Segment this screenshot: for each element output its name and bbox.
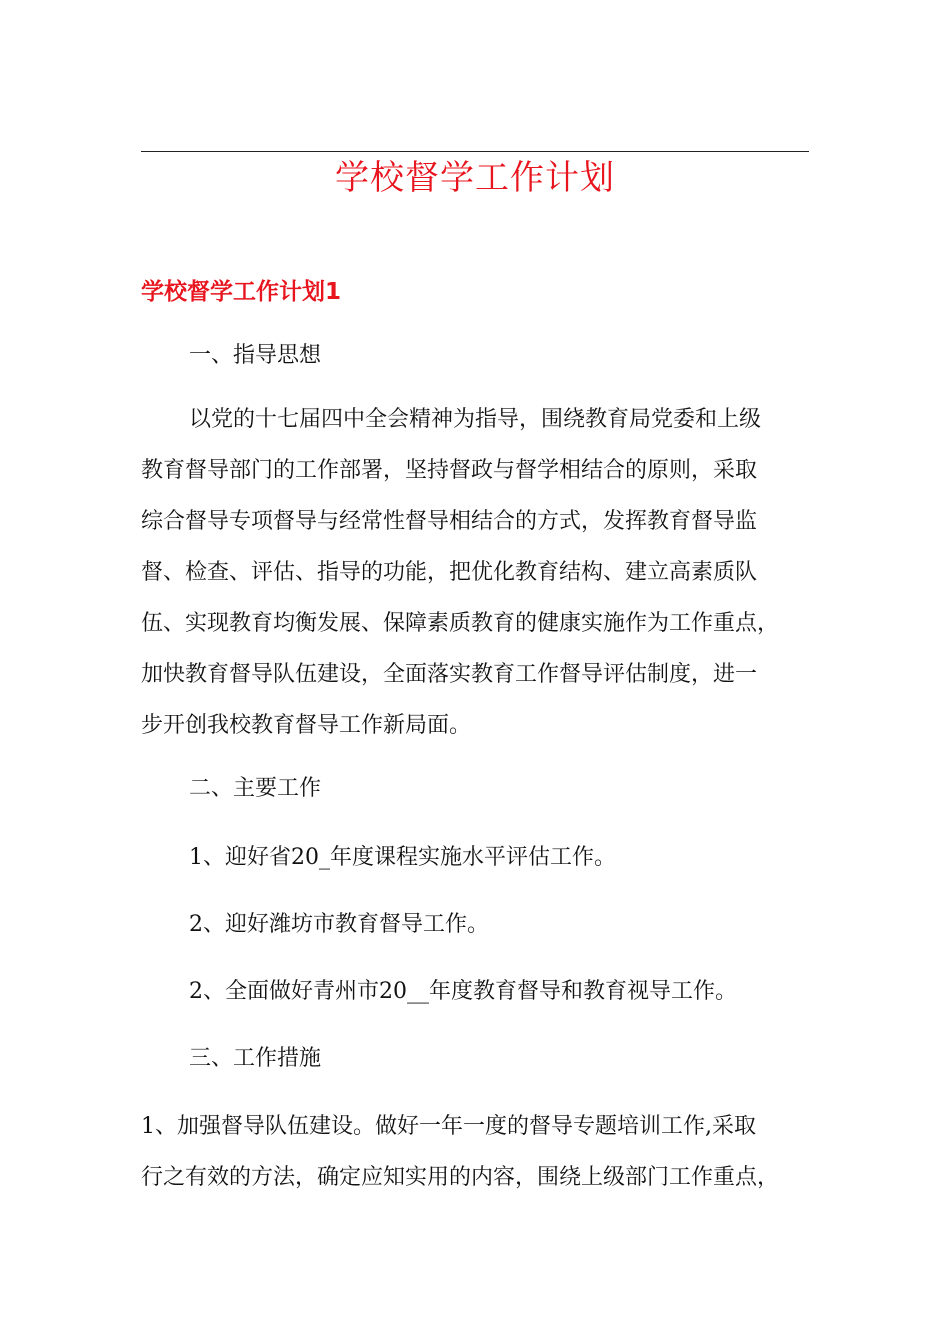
paragraph-line: 1、加强督导队伍建设。做好一年一度的督导专题培训工作,采取 — [141, 1114, 756, 1139]
paragraph-line: 教育督导部门的工作部署，坚持督政与督学相结合的原则，采取 — [141, 458, 758, 483]
section-heading: 学校督学工作计划1 — [141, 279, 342, 305]
paragraph-line: 步开创我校教育督导工作新局面。 — [141, 713, 472, 738]
paragraph-line: 综合督导专项督导与经常性督导相结合的方式，发挥教育督导监 — [141, 509, 758, 534]
subheading-work-measures: 三、工作措施 — [189, 1046, 322, 1071]
subheading-main-work: 二、主要工作 — [189, 776, 322, 801]
list-item: 2、迎好潍坊市教育督导工作。 — [189, 912, 489, 937]
paragraph-line: 伍、实现教育均衡发展、保障素质教育的健康实施作为工作重点， — [141, 611, 780, 636]
list-item: 2、全面做好青州市20__年度教育督导和教育视导工作。 — [189, 979, 737, 1004]
header-rule — [141, 151, 809, 152]
paragraph-line: 督、检查、评估、指导的功能，把优化教育结构、建立高素质队 — [141, 560, 758, 585]
paragraph-line: 加快教育督导队伍建设，全面落实教育工作督导评估制度，进一 — [141, 662, 758, 687]
paragraph-line: 行之有效的方法，确定应知实用的内容，围绕上级部门工作重点， — [141, 1165, 780, 1190]
list-item: 1、迎好省20_年度课程实施水平评估工作。 — [189, 845, 616, 870]
subheading-guiding-ideology: 一、指导思想 — [189, 343, 322, 368]
paragraph-line: 以党的十七届四中全会精神为指导，围绕教育局党委和上级 — [189, 407, 762, 432]
document-title: 学校督学工作计划 — [335, 158, 615, 198]
